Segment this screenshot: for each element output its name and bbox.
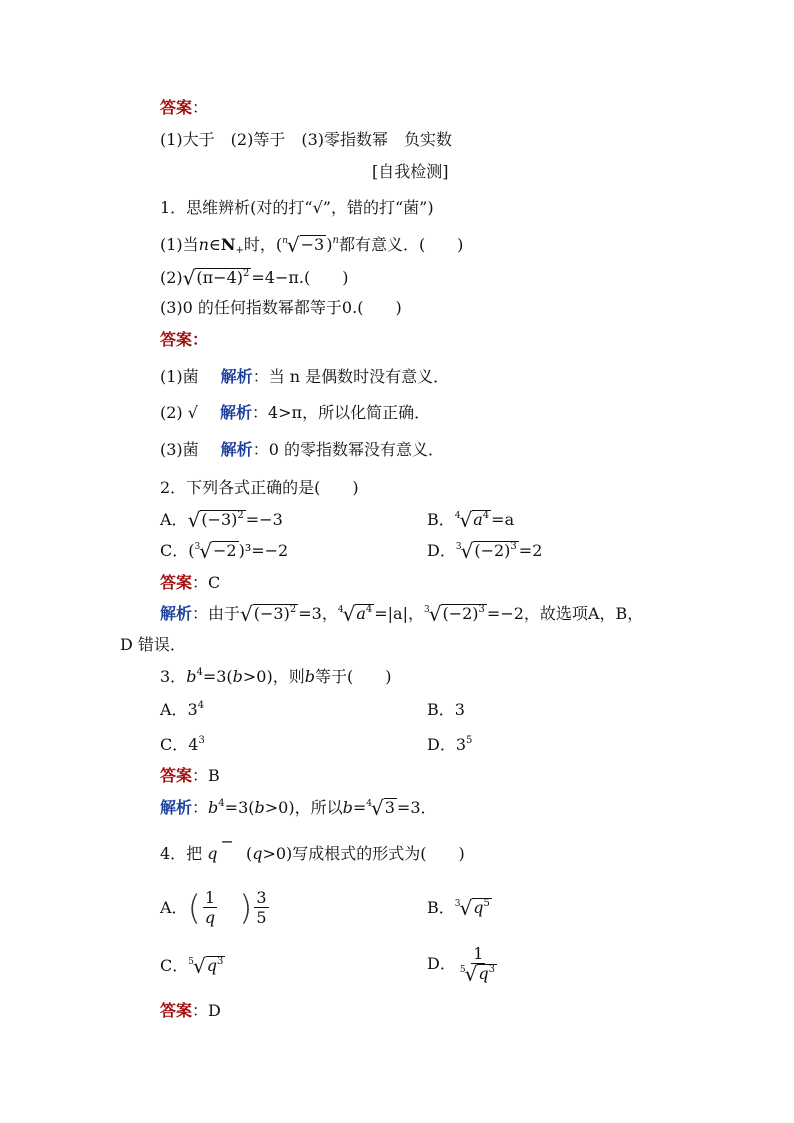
q1-answer-label: 答案： [160,330,209,349]
q3-answer: 答案：B [160,766,220,785]
q1-stem: 1．思维辨析(对的打“√”，错的打“菌”) [160,198,434,217]
q3-explanation: 解析：$b^4=3(b>0)$，所以b=$^4$√3 =3． [160,796,437,820]
q2-stem: 2．下列各式正确的是( ) [160,478,359,497]
q3-option-a: A．$3^4$ [160,700,205,719]
q4-option-b: B．$^3√q^5$ [427,896,490,920]
q4-option-c: C．$^5√q^3$ [160,954,224,978]
q3-option-c: C．$4^3$ [160,735,205,754]
q2-answer: 答案：C [160,573,221,592]
q2-option-b: B．$^4√a^4 =a$ [427,508,515,532]
q4-stem: 4．把 q−(q>0)写成根式的形式为( ) [160,832,465,863]
q3-option-d: D．$3^5$ [427,735,473,754]
intro-answer-line: (1)大于 (2)等于 (3)零指数幂 负实数 [160,130,452,149]
section-title: [自我检测] [372,162,449,181]
q4-answer: 答案：D [160,1001,221,1020]
q4-option-a: A．( $\frac{1}{q}$ ) $\frac{3}{5}$ [160,888,267,929]
q1-answer-1: (1)菌 解析：当 n 是偶数时没有意义． [160,367,450,386]
q1-answer-2: (2) √ 解析：4>π，所以化简正确． [160,403,431,422]
q1-answer-3: (3)菌 解析：0 的零指数幂没有意义． [160,440,444,459]
q2-explanation: 解析：由于$√(-3)^2 =3$，$^4√a^4 =|a|$，$^3√(-2)^3 =-2$，故选项A，B， [160,602,644,626]
q2-option-a: A．$√(-3)^2 =-3$ [160,508,283,532]
q1-statement-1: (1)当$n\in N_+$时，($^n$√−3 )$^n$都有意义．( ) [160,233,464,257]
q4-option-d: D． $\frac{1}{^5√q^3}$ [427,944,495,986]
intro-answer-label: 答案： [160,98,209,117]
q2-option-d: D．$^3√(-2)^3 =2$ [427,539,543,563]
q3-stem: 3．$b^4=3(b>0)$，则b等于( ) [160,667,392,686]
q3-option-b: B．3 [427,700,465,719]
q1-statement-2: $(2)√(\pi-4)^2 =4-\pi$.( ) [160,266,349,290]
q1-statement-3: (3)0 的任何指数幂都等于0.( ) [160,298,402,317]
q2-option-c: C．($^3$√−2 )³=−2 [160,539,289,563]
q2-explanation-cont: D 错误． [120,635,186,654]
